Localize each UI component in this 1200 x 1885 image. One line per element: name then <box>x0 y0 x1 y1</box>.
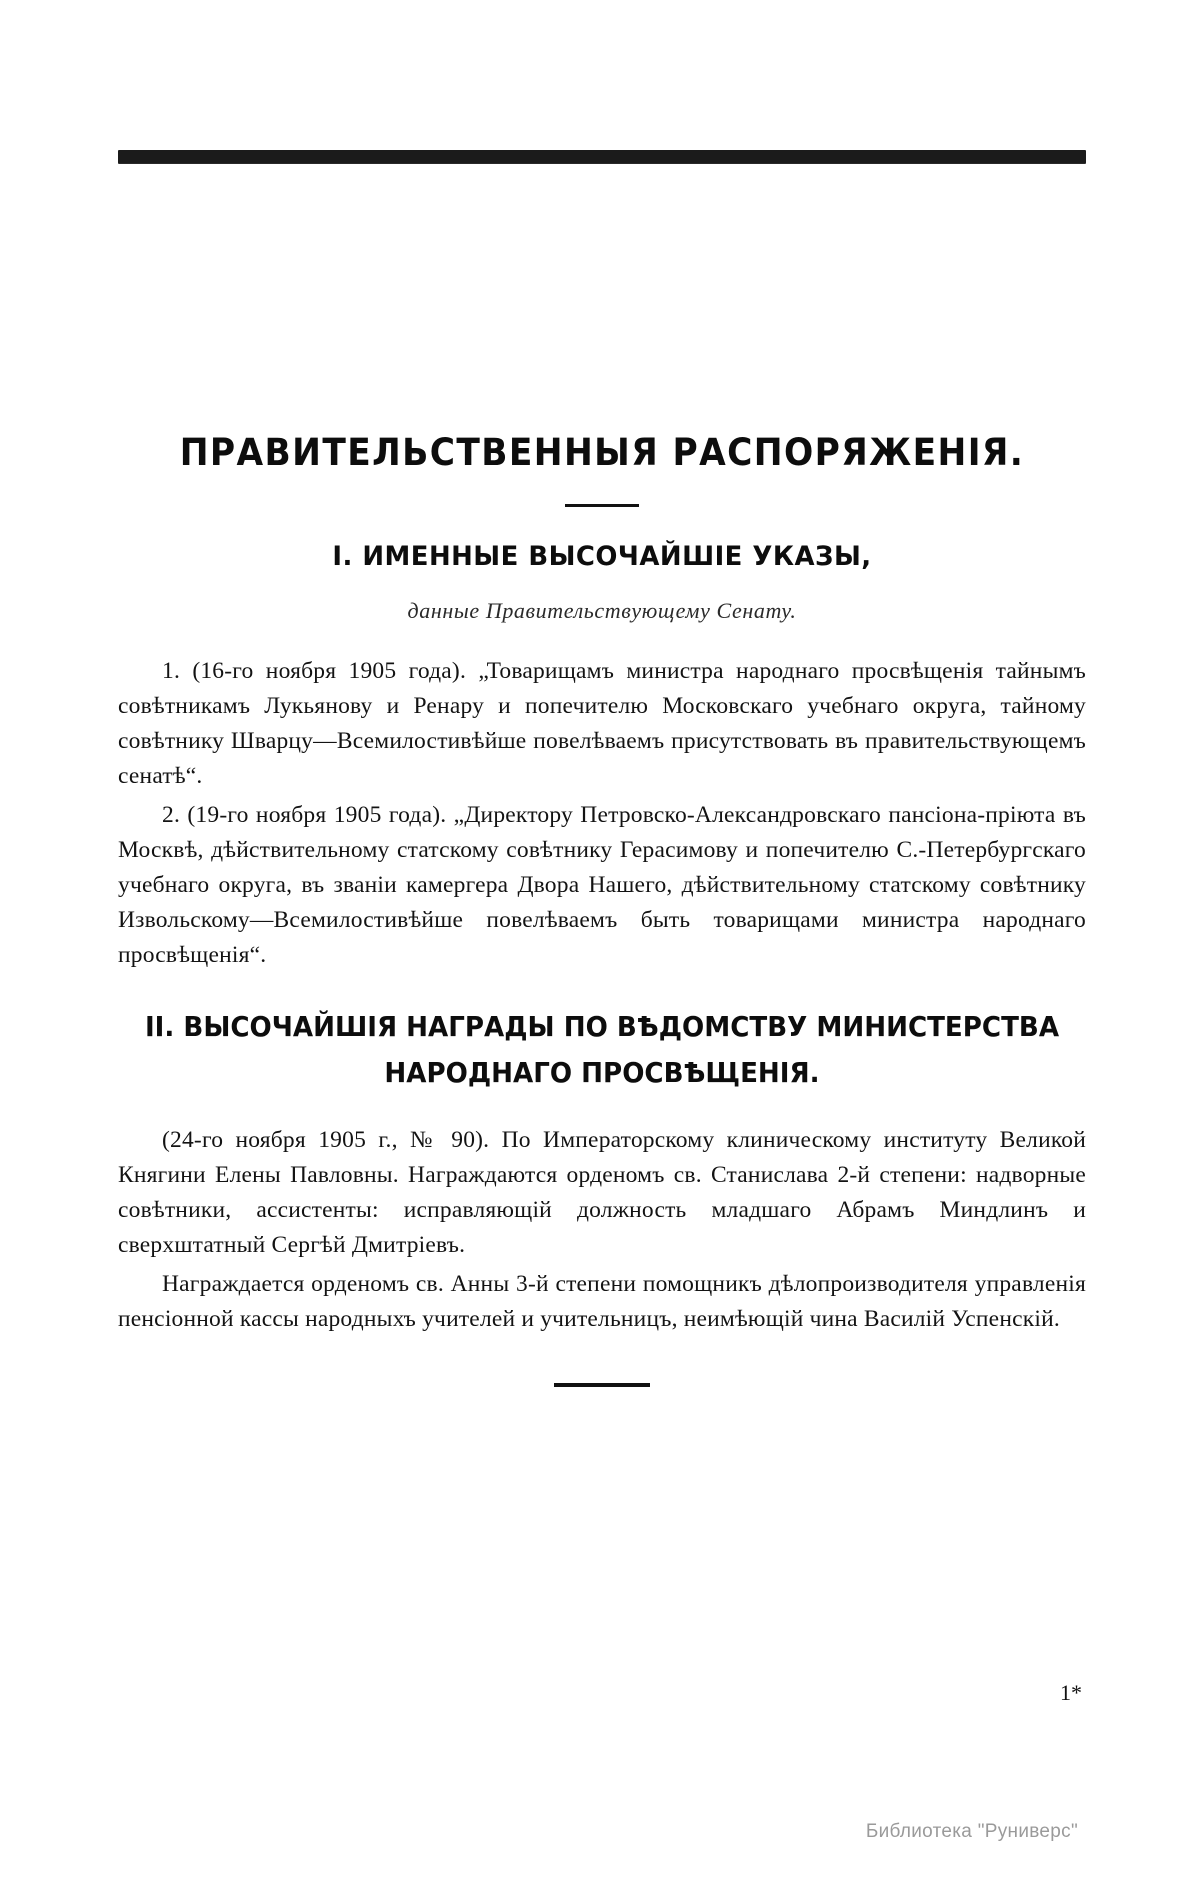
page-title: ПРАВИТЕЛЬСТВЕННЫЯ РАСПОРЯЖЕНІЯ. <box>179 431 1025 474</box>
library-watermark: Библиотека "Руниверс" <box>865 1821 1078 1842</box>
page-content <box>118 150 1086 1387</box>
section-1-paragraph-1: 1. (16-го ноября 1905 года). „Товарищамъ министра народнаго просвѣщенія тайнымъ совѣтникамъ Лукьянову и Ренару и попечителю Московскаго учебнаго округа, тайному совѣтнику Шварцу—Всемилостивѣйше повелѣваемъ присутствовать въ правительствующемъ сенатѣ“. <box>118 658 1086 789</box>
bottom-divider <box>554 1383 650 1387</box>
top-rule-divider <box>118 150 1086 163</box>
header-spacer <box>118 163 1086 431</box>
section-2-spacer <box>118 1099 1086 1123</box>
section-2-paragraph-2: Награждается орденомъ св. Анны 3-й степени помощникъ дѣлопроизводителя управленія пенсіонной кассы народныхъ учителей и учительницъ, неимѣющій чина Василій Успенскій. <box>118 1271 1086 1332</box>
title-divider <box>565 504 639 507</box>
section-1-subtitle: данные Правительствующему Сенату. <box>407 598 797 623</box>
page-number: 1* <box>1060 1680 1082 1705</box>
section-1-paragraph-2: 2. (19-го ноября 1905 года). „Директору Петровско-Александровскаго пансіона-пріюта въ Москвѣ, дѣйствительному статскому совѣтнику Герасимову и попечителю С.-Петербургскаго учебнаго округа, въ званіи камергера Двора Нашего, дѣйствительному статскому совѣтнику Извольскому—Всемилостивѣйше повелѣваемъ быть товарищами министра народнаго просвѣщенія“. <box>118 802 1086 968</box>
section-2-heading-line-2: НАРОДНАГО ПРОСВѢЩЕНІЯ. <box>384 1057 820 1089</box>
section-2-heading-line-1: II. ВЫСОЧАЙШІЯ НАГРАДЫ ПО ВѢДОМСТВУ МИНИСТЕРСТВА <box>144 1011 1060 1043</box>
section-1-heading: I. ИМЕННЫЕ ВЫСОЧАЙШІЕ УКАЗЫ, <box>332 541 872 572</box>
section-2-paragraph-1: (24-го ноября 1905 г., № 90). По Императорскому клиническому институту Великой Княгини Елены Павловны. Награждаются орденомъ св. Станислава 2-й степени: надворные совѣтники, ассистенты: исправляющій должность младшаго Абрамъ Миндлинъ и сверхштатный Сергѣй Дмитріевъ. <box>118 1127 1086 1258</box>
